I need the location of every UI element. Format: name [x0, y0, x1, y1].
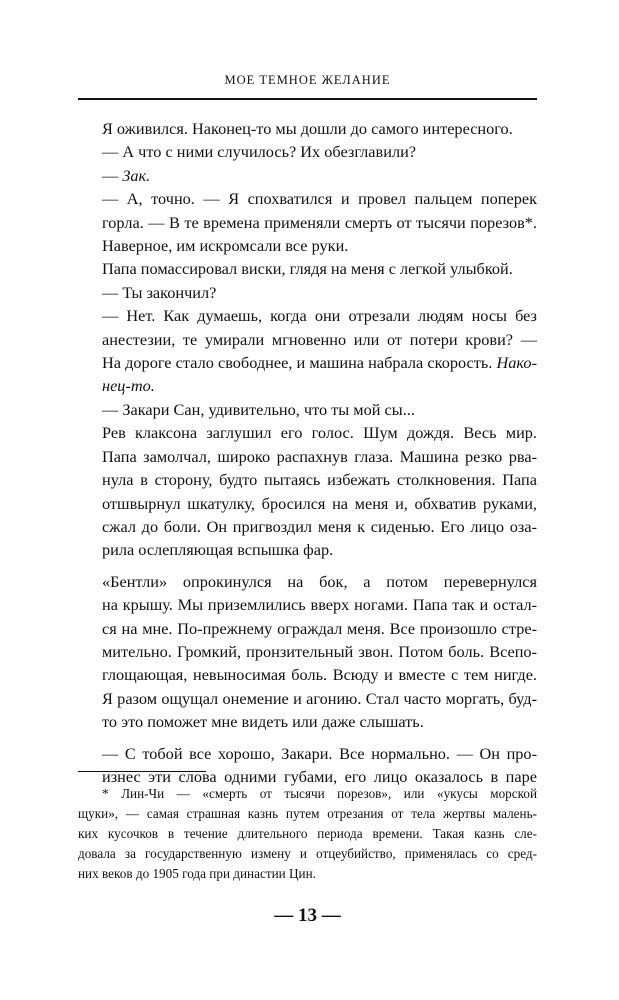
footnote-line: * Лин-Чи — «смерть от тысячи порезов», или «укусы морской — [102, 786, 537, 801]
text-line: «Бентли» опрокинулся на бок, а потом перевернулся — [102, 571, 537, 591]
text-line: — Нет. Как думаешь, когда они отрезали людям носы без — [102, 306, 537, 326]
italic-name: Зак. — [122, 165, 151, 185]
footnote-line: щуки», — самая страшная казнь путем отрезания от тела жертвы малень- — [78, 806, 537, 821]
text-line: Наверное, им искромсали все руки. — [102, 236, 349, 256]
text-line: — Закари Сан, удивительно, что ты мой сы... — [102, 399, 415, 419]
text-line: горла. — В те времена применяли смерть от тысячи порезов*. — [102, 212, 537, 232]
text-line: сжал до боли. Он пригвоздил меня к сиденью. Его лицо оза- — [102, 516, 537, 536]
footnote-line: ких кусочков в течение длительного периода времени. Такая казнь сле- — [78, 826, 537, 841]
text-line: нула в сторону, будто пытаясь избежать столкновения. Папа — [102, 470, 537, 490]
text-line: — А что с ними случилось? Их обезглавили? — [102, 142, 417, 162]
paragraph — [78, 742, 537, 789]
text-line: глощающая, невыносимая боль. Всюду и вместе с тем нигде. — [102, 665, 537, 685]
italic-word: нец-то. — [102, 376, 155, 396]
body-text — [78, 117, 537, 788]
text-line: мительно. Громкий, пронзительный звон. Потом боль. Всепо- — [102, 641, 537, 661]
text-line: Папа замолчал, широко распахнув глаза. Машина резко рва- — [102, 446, 537, 466]
text-line: анестезии, те умирали мгновенно или от потери крови? — — [102, 329, 537, 349]
paragraph — [78, 304, 537, 398]
italic-word: Нако- — [496, 353, 537, 373]
paragraph — [78, 570, 537, 734]
paragraph — [78, 140, 537, 163]
text-line: ся на мне. По-прежнему ограждал меня. Все произошло стре- — [102, 618, 537, 638]
footnote-line: них веков до 1905 года при династии Цин. — [78, 866, 316, 881]
text-line: то это поможет мне видеть или даже слышать. — [102, 712, 424, 732]
paragraph — [78, 164, 537, 187]
text-line: рила ослепляющая вспышка фар. — [102, 540, 334, 560]
text-line: — Зак. — [102, 165, 151, 185]
running-head: МОЕ ТЕМНОЕ ЖЕЛАНИЕ — [224, 73, 391, 87]
paragraph — [78, 117, 537, 140]
text-line: изнес эти слова одними губами, его лицо оказалось в паре — [102, 766, 537, 786]
text-line: Папа помассировал виски, глядя на меня с легкой улыбкой. — [102, 259, 513, 279]
paragraph — [78, 421, 537, 561]
header-rule — [78, 98, 537, 100]
text-line: отшвырнул шкатулку, бросился на меня и, обхватив руками, — [102, 493, 537, 513]
text-line — [78, 374, 537, 397]
text-line: на крышу. Мы приземлились вверх ногами. Папа так и остал- — [102, 595, 537, 615]
paragraph — [78, 187, 537, 257]
footnote — [78, 784, 537, 884]
text-line: — А, точно. — Я спохватился и провел пальцем поперек — [102, 189, 537, 209]
paragraph — [78, 281, 537, 304]
paragraph — [78, 257, 537, 280]
text-line: Я оживился. Наконец-то мы дошли до самого интересного. — [102, 119, 513, 138]
footnote-rule — [78, 771, 206, 772]
text-line: — С тобой все хорошо, Закари. Все нормально. — Он про- — [102, 743, 537, 763]
text-line: — Ты закончил? — [102, 282, 217, 302]
text-line: На дороге стало свободнее, и машина набрала скорость. Нако- — [102, 353, 537, 373]
footnote-line: довала за государственную измену и отцеубийство, применялась со сред- — [78, 846, 537, 861]
text-line: Рев клаксона заглушил его голос. Шум дождя. Весь мир. — [102, 423, 537, 443]
paragraph — [78, 398, 537, 421]
page-number: — 13 — — [274, 905, 341, 926]
text-line: Я разом ощущал онемение и агонию. Стал часто моргать, буд- — [102, 688, 537, 708]
